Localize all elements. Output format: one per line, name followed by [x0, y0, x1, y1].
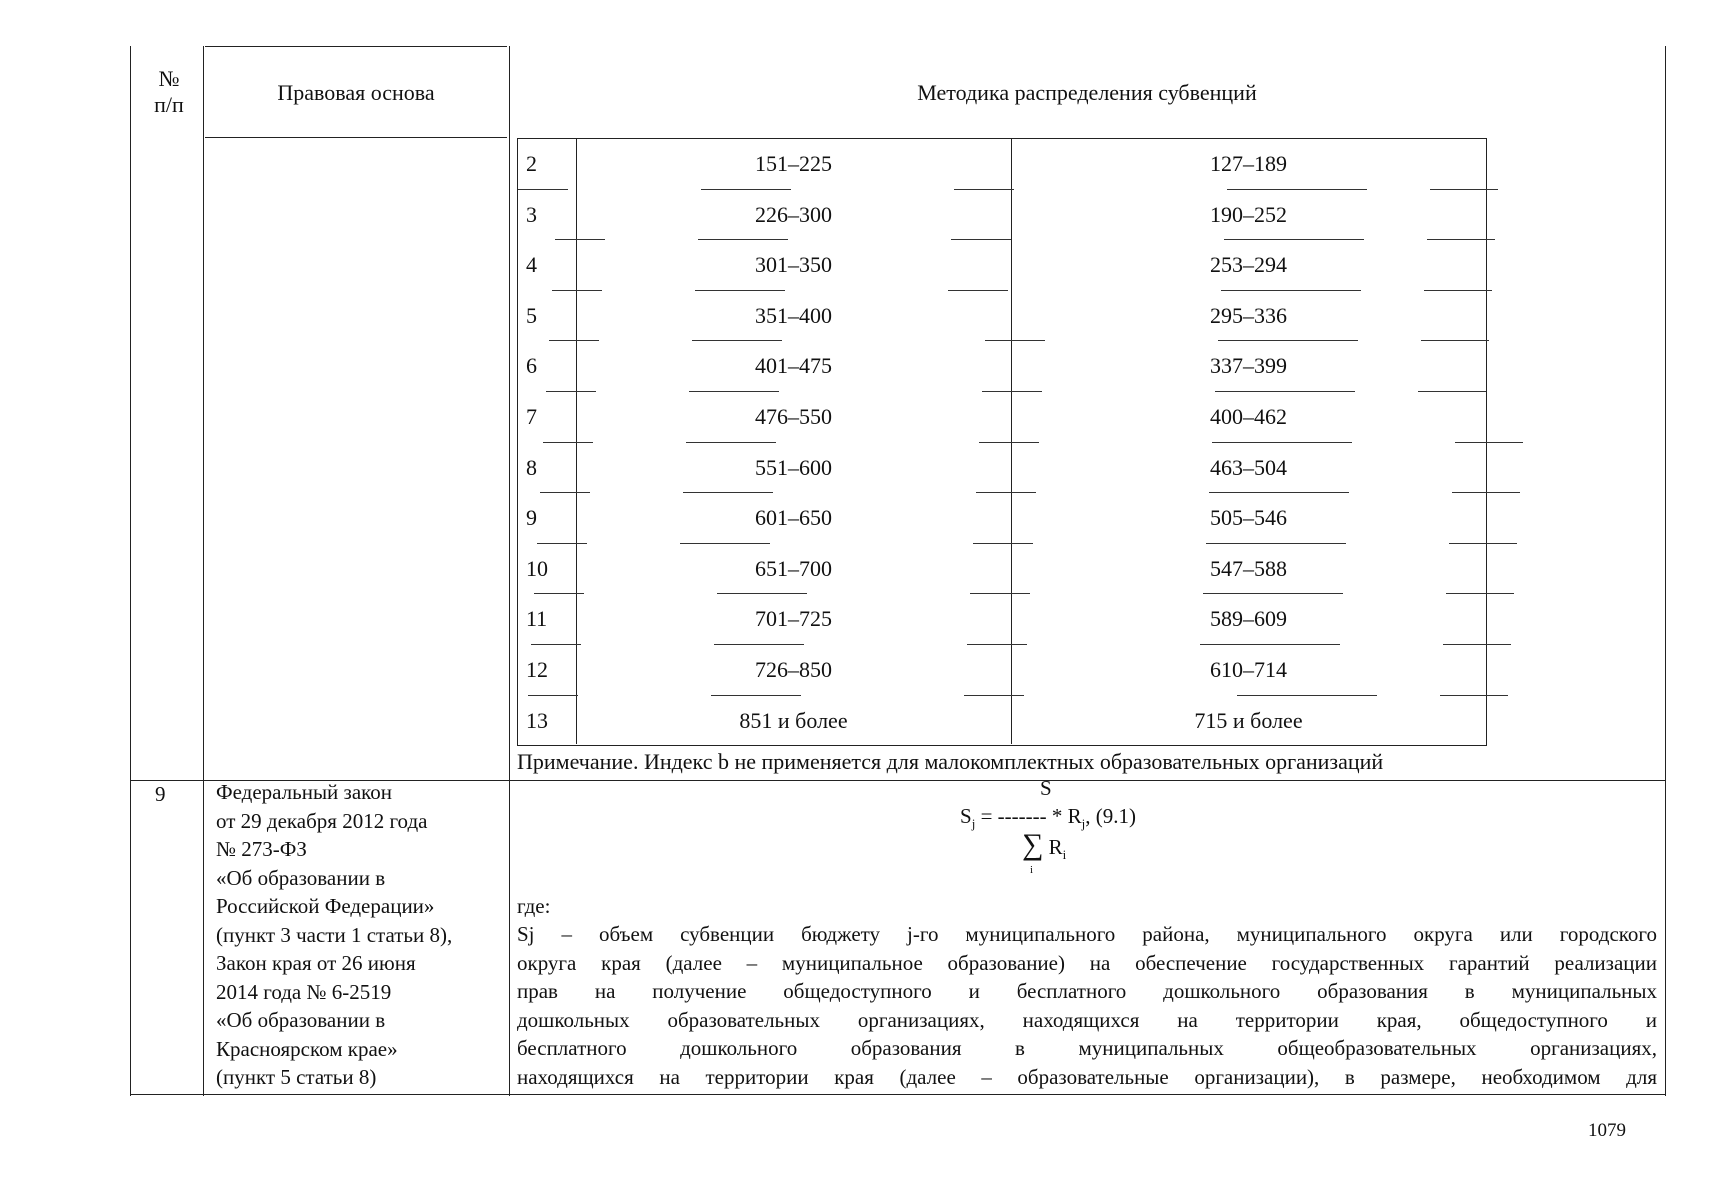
range-a: 151–225 — [755, 151, 832, 176]
legal-line: 2014 года № 6-2519 — [216, 979, 392, 1004]
legal-line: Федеральный закон — [216, 780, 393, 804]
legal-line: (пункт 5 статьи 8) — [216, 1065, 377, 1089]
legal-line: № 273-ФЗ — [216, 837, 307, 861]
range-a: 301–350 — [755, 252, 832, 278]
range-b: 253–294 — [1210, 252, 1287, 278]
row-index: 9 — [526, 505, 537, 531]
formula-9-1 — [960, 776, 1220, 876]
row9-number: 9 — [155, 782, 166, 806]
sigma-symbol: ∑ — [1022, 828, 1044, 861]
legal-line: «Об образовании в — [216, 1008, 386, 1032]
table-note: Примечание. Индекс b не применяется для малокомплектных образовательных организаций — [517, 749, 1384, 774]
inner-table-row — [518, 341, 1486, 392]
row-index: 12 — [526, 657, 548, 682]
row-index: 4 — [526, 252, 537, 278]
row-index: 8 — [526, 454, 537, 480]
page-number: 1079 — [1588, 1120, 1626, 1141]
range-a: 651–700 — [755, 555, 832, 581]
row-index: 6 — [526, 353, 537, 379]
inner-table-row — [518, 291, 1486, 342]
range-b: 337–399 — [1210, 353, 1287, 379]
where-label: где: — [517, 894, 551, 918]
range-b: 715 и более — [1194, 707, 1303, 733]
range-a: 601–650 — [755, 505, 832, 531]
inner-table-row — [518, 392, 1486, 443]
range-b: 295–336 — [1210, 302, 1287, 328]
range-a: 351–400 — [755, 302, 832, 328]
header-no-symbol: № — [158, 66, 180, 91]
outer-left-border — [130, 46, 131, 1096]
desc-line: Sj – объем субвенции бюджету j-го муниципального района, муниципального округа или городского — [517, 922, 1657, 946]
range-a: 701–725 — [755, 606, 832, 632]
range-a: 226–300 — [755, 201, 832, 227]
header-legal-basis: Правовая основа — [277, 80, 435, 105]
range-a: 476–550 — [755, 404, 832, 429]
header-methodology: Методика распределения субвенций — [917, 80, 1257, 105]
coefficient-table — [517, 138, 1487, 746]
row9-legal-basis — [216, 778, 506, 1092]
legal-line: от 29 декабря 2012 года — [216, 808, 428, 833]
inner-table-row — [518, 544, 1486, 595]
row-index: 2 — [526, 151, 537, 176]
range-b: 547–588 — [1210, 555, 1287, 581]
col-divider-1 — [203, 46, 204, 1096]
range-b: 127–189 — [1210, 151, 1287, 176]
legal-line: Закон края от 26 июня — [216, 951, 416, 975]
header-no — [140, 66, 198, 118]
range-b: 589–609 — [1210, 606, 1287, 632]
desc-line: дошкольных образовательных организациях, находящихся на территории края, общедоступного и — [517, 1007, 1657, 1032]
row-index: 5 — [526, 302, 537, 328]
row-index: 3 — [526, 201, 537, 227]
inner-table-row — [518, 645, 1486, 696]
legal-line: Красноярском крае» — [216, 1036, 398, 1061]
range-b: 190–252 — [1210, 201, 1287, 227]
header-bottom-line — [205, 137, 507, 138]
formula-main-line: $S_j$ = ------- * $R_j$, (9.1) — [960, 804, 1136, 832]
row-index: 7 — [526, 404, 537, 429]
range-b: 400–462 — [1210, 404, 1287, 429]
range-a: 726–850 — [755, 657, 832, 682]
formula-denominator: ∑ $R_i$ — [1022, 828, 1067, 863]
range-b: 610–714 — [1210, 657, 1287, 682]
range-a: 401–475 — [755, 353, 832, 379]
outer-right-border — [1665, 46, 1666, 1096]
inner-table-row — [518, 190, 1486, 241]
range-a: 851 и более — [739, 707, 848, 733]
col-divider-2 — [509, 46, 510, 1096]
legal-line: Российской Федерации» — [216, 894, 435, 918]
inner-table-row — [518, 443, 1486, 494]
outer-bottom-border — [130, 1094, 1665, 1095]
inner-table-row — [518, 139, 1486, 190]
inner-table-row — [518, 696, 1486, 747]
desc-line: находящихся на территории края (далее – образовательные организации), в размере, необходимом для — [517, 1064, 1657, 1089]
header-no-sub: п/п — [154, 92, 184, 117]
legal-line: «Об образовании в — [216, 865, 386, 890]
inner-table-row — [518, 240, 1486, 291]
desc-line: прав на получение общедоступного и бесплатного дошкольного образования в муниципальных — [517, 979, 1657, 1003]
range-a: 551–600 — [755, 454, 832, 480]
row-index: 13 — [526, 707, 548, 733]
desc-line: округа края (далее – муниципальное образование) на обеспечение государственных гарантий реализации — [517, 950, 1657, 975]
row9-description — [517, 920, 1657, 1091]
sigma-index: i — [1030, 864, 1034, 876]
formula-numerator: S — [1040, 776, 1052, 800]
row-index: 10 — [526, 555, 548, 581]
inner-table-row — [518, 493, 1486, 544]
row-index: 11 — [526, 606, 548, 632]
inner-table-row — [518, 594, 1486, 645]
range-b: 505–546 — [1210, 505, 1287, 531]
legal-line: (пункт 3 части 1 статьи 8), — [216, 922, 453, 947]
top-border-basis — [205, 46, 507, 47]
desc-line: бесплатного дошкольного образования в муниципальных общеобразовательных организациях, — [517, 1036, 1657, 1060]
range-b: 463–504 — [1210, 454, 1287, 480]
